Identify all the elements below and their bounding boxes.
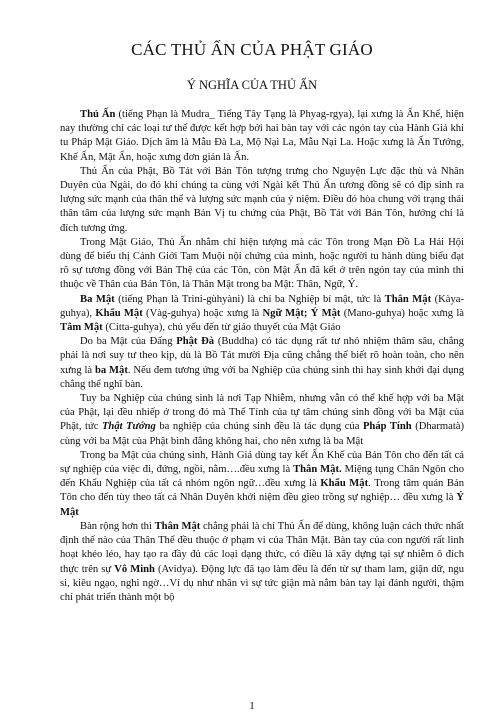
paragraph-8: Bàn rộng hơn thì Thân Mật chẳng phải là chỉ Thủ Ấn để dùng, không luận cách thức nhất định thế nào của Thân Thể đều thuộc ở phạm vi của Thân Mật. Bàn tay của con người rất linh hoạt khéo léo, hay tạo ra đầy đủ các loại dạng thức, có điều là xây dựng tại sự nhiễm ô đích thực trên sự Vô Minh (Avidya). Động lực đã tạo làm đều là đến từ sự tham lam, giận dữ, ngu si, kiêu ngạo, nghi ngờ…Ví dụ như nhân vì sự tức giận mà nắm bàn tay lại đánh người, thậm chí phát triển thành một bộ bbox=[60, 520, 464, 603]
paragraph-6: Tuy ba Nghiệp của chúng sinh là nơi Tạp Nhiễm, nhưng vẫn có thể khế hợp với ba Mật của Phật, lại đều nhiếp ở trong đó mà Thể Tính của tự tâm chúng sinh đồng với ba Mật của Phật, tức Thật Tướng ba nghiệp của chúng sinh đều là tác dụng của Pháp Tính (Dharmatà) cùng với ba Mật của Phật bình đẳng không hai, cho nên xưng là ba Mật bbox=[60, 393, 465, 447]
term-phap-tinh: Pháp Tính bbox=[362, 421, 412, 433]
term-tam-mat: Tâm Mật bbox=[60, 322, 103, 334]
term-ngu-y-mat: Ngữ Mật; Ý Mật bbox=[262, 307, 341, 319]
term-thu-an: Thủ Ấn bbox=[80, 109, 116, 120]
paragraph-7: Trong ba Mật của chúng sinh, Hành Giả dùng tay kết Ấn Khế của Bản Tôn cho đến tất cả sự nghiệp của việc đi, đứng, ngồi, nằm….đều xưng là Thân Mật. Miệng tụng Chân Ngôn cho đến Khẩu Nghiệp của tất cả nhóm ngôn ngữ…đều xưng là Khẩu Mật. Trong tâm quán Bản Tôn cho đến tùy theo tất cả Nhân Duyên khởi niệm đều gieo trồng sự nghiệp… đều xưng là Ý Mật bbox=[60, 449, 464, 518]
term-ba-mat: Ba Mật bbox=[80, 293, 115, 305]
term-khau-mat: Khẩu Mật bbox=[95, 307, 143, 319]
paragraph-3: Trong Mật Giáo, Thủ Ấn nhằm chỉ hiện tượng mà các Tôn trong Mạn Đồ La Hải Hội dùng để biểu thị Cảnh Giới Tam Muội nội chứng của mình, hoặc người tu hành dùng biểu đạt rõ sự tương đồng với Bản Thệ của các Tôn, còn Mật Ấn đã kết ở trên ngón tay của mình thì thuộc về Thân của Bản Tôn, là Thân Mật trong ba Mật: Thân, Ngữ, Ý. bbox=[60, 236, 464, 291]
paragraph-2: Thủ Ấn của Phật, Bồ Tát với Bản Tôn tượng trưng cho Nguyện Lực đặc thù và Nhân Duyên của Ngài, do đó khi chúng ta cùng với Ngài kết Thủ Ấn tương đồng sẽ có địp sinh ra lượng sức mạnh của thân thể và lượng sức mạnh của ý niệm. Điều đó hòa chung với trạng thái thân tâm của lượng sức mạnh Bản Vị tu chứng của Phật, Bồ Tát với Bản Tôn, hướng chỉ là đích tương ứng. bbox=[60, 165, 464, 234]
term-phat-da: Phật Đà bbox=[176, 336, 215, 348]
paragraph-4: Ba Mật (tiếng Phạn là Trini-gùhyàni) là chỉ ba Nghiệp bí mật, tức là Thân Mật (Kàya-guhya), Khẩu Mật (Vàg-guhya) hoặc xưng là Ngữ Mật; Ý Mật (Mano-guhya) hoặc xưng là Tâm Mật (Citta-guhya), chủ yếu đến từ giáo thuyết của Mật Giáo bbox=[60, 293, 465, 334]
body-text bbox=[60, 108, 464, 605]
term-than-mat-3: Thân Mật bbox=[154, 520, 201, 532]
term-ba-mat-2: ba Mật bbox=[95, 364, 128, 376]
term-than-mat: Thân Mật bbox=[384, 293, 432, 305]
paragraph-1: Thủ Ấn (tiếng Phạn là Mudra_ Tiếng Tây Tạng là Phyag-rgya), lại xưng là Ấn Khế, hiện nay thường chỉ các loại tư thế được kết hợp bởi hai bàn tay với các ngón tay của Hành Giả khi tu Pháp Mật Giáo. Dịch âm là Mẫu Đà La, Mộ Nại La, Mẫu Nại La. Hoặc xưng là Ấn Tướng, Khế Ấn, Mật Ấn, hoặc xưng đơn giản là Ấn. bbox=[60, 109, 464, 163]
term-y-mat: Ý Mật bbox=[60, 492, 464, 518]
term-khau-mat-2: Khẩu Mật bbox=[320, 478, 369, 490]
paragraph-5: Do ba Mật của Đấng Phật Đà (Buddha) có tác dụng rất tư nhỏ nhiệm thâm sâu, chẳng phải là nơi suy tư theo kịp, dù là Bồ Tát mười Địa cũng chẳng thể biết rõ hoàn toàn, cho nên xưng là ba Mật. Nếu đem tương ứng với ba Nghiệp của chúng sinh thì hay sinh khởi đại dụng chẳng thể nghĩ bàn. bbox=[60, 336, 464, 390]
page-number: 1 bbox=[249, 700, 255, 712]
term-vo-minh: Vô Minh bbox=[114, 563, 155, 575]
term-that-tuong: Thật Tướng bbox=[101, 421, 156, 433]
section-subtitle: Ý NGHĨA CỦA THỦ ẤN bbox=[186, 78, 318, 92]
term-than-mat-2: Thân Mật. bbox=[293, 464, 342, 476]
page-title: CÁC THỦ ẤN CỦA PHẬT GIÁO bbox=[131, 40, 373, 59]
